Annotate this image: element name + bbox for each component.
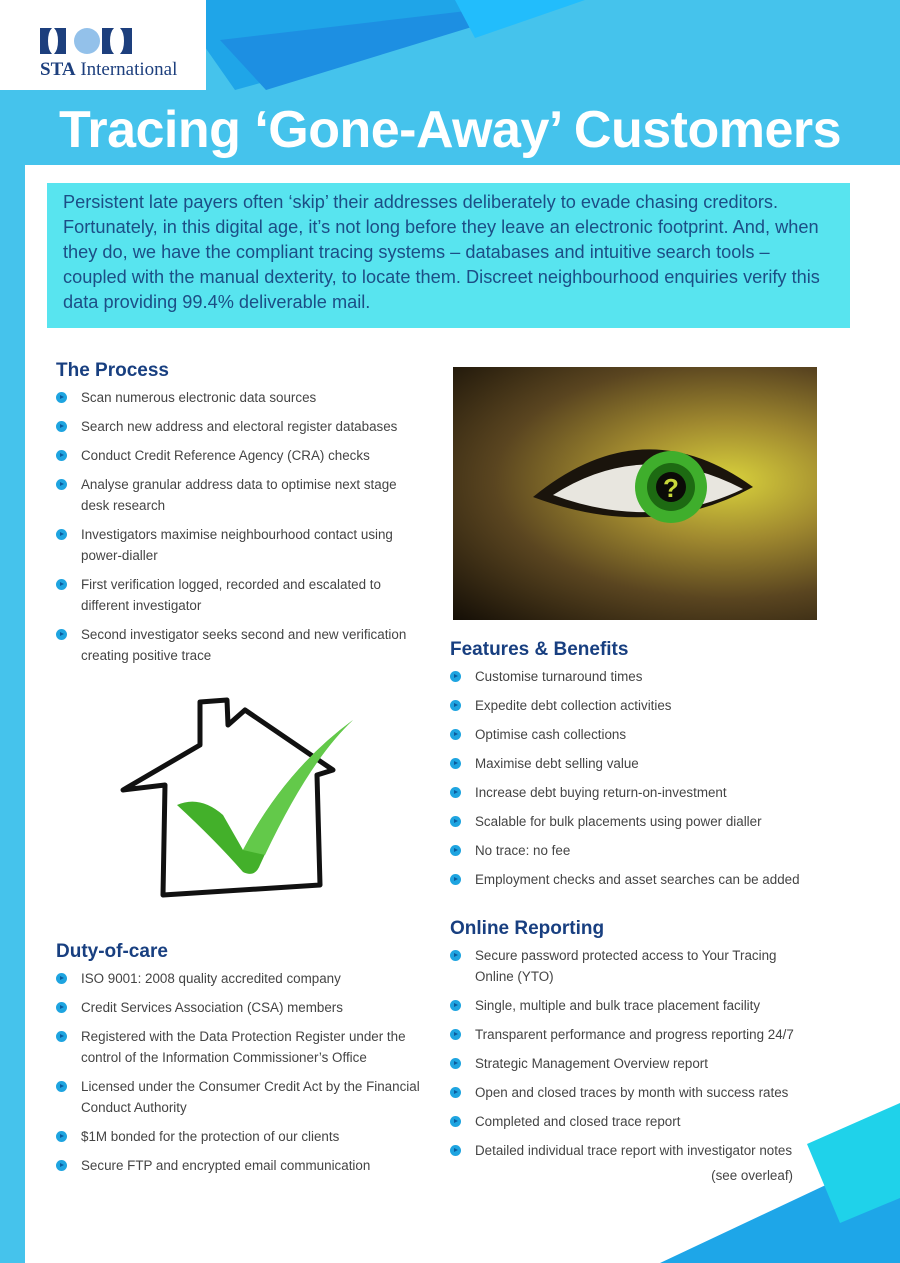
list-item: Strategic Management Overview report	[450, 1053, 810, 1074]
bullet-icon	[450, 1087, 461, 1098]
list-item: Conduct Credit Reference Agency (CRA) checks	[56, 445, 426, 466]
list-item: Detailed individual trace report with investigator notes	[450, 1140, 810, 1161]
footer-decorative-shapes	[600, 1090, 900, 1263]
duty-heading: Duty-of-care	[56, 941, 168, 962]
list-item: Analyse granular address data to optimise next stage desk research	[56, 474, 426, 516]
list-item: Secure FTP and encrypted email communication	[56, 1155, 426, 1176]
eye-illustration	[453, 367, 817, 620]
list-item: Expedite debt collection activities	[450, 695, 830, 716]
list-item: Second investigator seeks second and new verification creating positive trace	[56, 624, 426, 666]
list-item: Customise turnaround times	[450, 666, 830, 687]
bullet-icon	[56, 529, 67, 540]
list-item: Single, multiple and bulk trace placement facility	[450, 995, 810, 1016]
list-item: Credit Services Association (CSA) members	[56, 997, 426, 1018]
reporting-heading: Online Reporting	[450, 918, 605, 939]
see-overleaf-note: (see overleaf)	[711, 1168, 793, 1183]
features-list	[450, 666, 830, 890]
bullet-icon	[450, 1000, 461, 1011]
bullet-icon	[450, 950, 461, 961]
logo	[0, 0, 206, 90]
process-section	[56, 360, 426, 674]
bullet-icon	[450, 874, 461, 885]
bullet-icon	[56, 392, 67, 403]
list-item: Transparent performance and progress reporting 24/7	[450, 1024, 810, 1045]
company-name: STA International	[40, 59, 178, 80]
bullet-icon	[450, 1029, 461, 1040]
bullet-icon	[56, 629, 67, 640]
list-item: Maximise debt selling value	[450, 753, 830, 774]
list-item: Completed and closed trace report	[450, 1111, 810, 1132]
list-item: Employment checks and asset searches can be added	[450, 869, 830, 890]
bullet-icon	[450, 758, 461, 769]
bullet-icon	[56, 973, 67, 984]
bullet-icon	[450, 1058, 461, 1069]
eye-photo	[453, 367, 817, 620]
bullet-icon	[56, 479, 67, 490]
svg-text:?: ?	[663, 473, 679, 503]
duty-list	[56, 968, 426, 1176]
house-checkmark-icon	[115, 690, 360, 905]
list-item: Investigators maximise neighbourhood contact using power-dialler	[56, 524, 426, 566]
list-item: Scan numerous electronic data sources	[56, 387, 426, 408]
features-heading: Features & Benefits	[450, 639, 629, 660]
bullet-icon	[56, 421, 67, 432]
process-heading: The Process	[56, 360, 169, 381]
bullet-icon	[450, 816, 461, 827]
list-item: $1M bonded for the protection of our clients	[56, 1126, 426, 1147]
bullet-icon	[56, 450, 67, 461]
bullet-icon	[56, 579, 67, 590]
page-title: Tracing ‘Gone-Away’ Customers	[58, 101, 842, 159]
bullet-icon	[450, 700, 461, 711]
list-item: First verification logged, recorded and escalated to different investigator	[56, 574, 426, 616]
list-item: No trace: no fee	[450, 840, 830, 861]
bullet-icon	[56, 1131, 67, 1142]
intro-paragraph: Persistent late payers often ‘skip’ their addresses deliberately to evade chasing creditors. Fortunately, in this digital age, it’s not long before they leave an electronic footprint. And, when they do, we have the compliant tracing systems – databases and intuitive search tools – coupled with the manual dexterity, to locate them. Discreet neighbourhood enquiries verify this data providing 99.4% deliverable mail.	[47, 183, 850, 328]
logo-mark-icon	[40, 28, 134, 54]
list-item: Scalable for bulk placements using power dialler	[450, 811, 830, 832]
duty-of-care-section	[56, 941, 426, 1184]
features-section	[450, 639, 830, 898]
bullet-icon	[450, 671, 461, 682]
bullet-icon	[450, 1116, 461, 1127]
list-item: Increase debt buying return-on-investment	[450, 782, 830, 803]
bullet-icon	[56, 1160, 67, 1171]
list-item: Search new address and electoral register databases	[56, 416, 426, 437]
bullet-icon	[56, 1002, 67, 1013]
list-item: Licensed under the Consumer Credit Act by the Financial Conduct Authority	[56, 1076, 426, 1118]
bullet-icon	[56, 1081, 67, 1092]
bullet-icon	[450, 729, 461, 740]
process-list	[56, 387, 426, 666]
bullet-icon	[56, 1031, 67, 1042]
bullet-icon	[450, 787, 461, 798]
list-item: Open and closed traces by month with success rates	[450, 1082, 810, 1103]
list-item: Secure password protected access to Your Tracing Online (YTO)	[450, 945, 810, 987]
bullet-icon	[450, 845, 461, 856]
bullet-icon	[450, 1145, 461, 1156]
list-item: ISO 9001: 2008 quality accredited company	[56, 968, 426, 989]
list-item: Optimise cash collections	[450, 724, 830, 745]
list-item: Registered with the Data Protection Register under the control of the Information Commissioner’s Office	[56, 1026, 426, 1068]
